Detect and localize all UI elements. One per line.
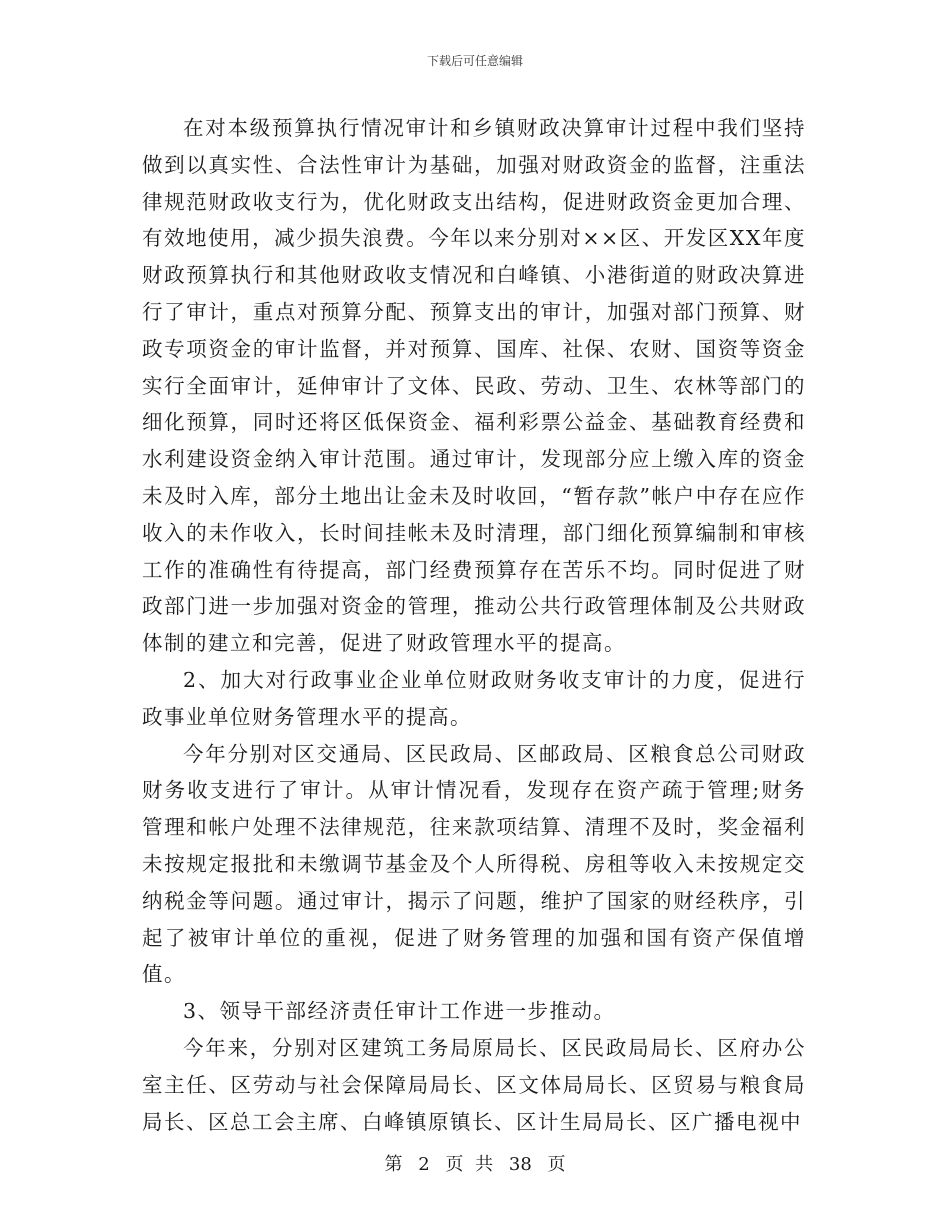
total-page-count: 38 <box>508 1154 532 1175</box>
body-text <box>142 110 806 1140</box>
footer-prefix: 第 <box>384 1154 403 1175</box>
current-page-number: 2 <box>418 1154 430 1175</box>
paragraph-finance-audit: 今年分别对区交通局、区民政局、区邮政局、区粮食总公司财政财务收支进行了审计。从审计情况看，发现存在资产疏于管理;财务管理和帐户处理不法律规范，往来款项结算、清理不及时，奖金福利未按规定报批和未缴调节基金及个人所得税、房租等收入未按规定交纳税金等问题。通过审计，揭示了问题，维护了国家的财经秩序，引起了被审计单位的重视，促进了财务管理的加强和国有资产保值增值。 <box>142 741 806 987</box>
paragraph-heading-3: 3、领导干部经济责任审计工作进一步推动。 <box>183 999 616 1024</box>
footer-suffix: 页 <box>547 1154 566 1175</box>
page-footer <box>0 1153 950 1177</box>
footer-middle: 页 共 <box>445 1154 494 1175</box>
paragraph-heading-2: 2、加大对行政事业企业单位财政财务收支审计的力度，促进行政事业单位财务管理水平的提高。 <box>142 667 806 729</box>
paragraph-budget-audit: 在对本级预算执行情况审计和乡镇财政决算审计过程中我们坚持做到以真实性、合法性审计为基础，加强对财政资金的监督，注重法律规范财政收支行为，优化财政支出结构，促进财政资金更加合理、有效地使用，减少损失浪费。今年以来分别对××区、开发区XX年度财政预算执行和其他财政收支情况和白峰镇、小港街道的财政决算进行了审计，重点对预算分配、预算支出的审计，加强对部门预算、财政专项资金的审计监督，并对预算、国库、社保、农财、国资等资金实行全面审计，延伸审计了文体、民政、劳动、卫生、农林等部门的细化预算，同时还将区低保资金、福利彩票公益金、基础教育经费和水利建设资金纳入审计范围。通过审计，发现部分应上缴入库的资金未及时入库，部分土地出让金未及时收回，“暂存款”帐户中存在应作收入的未作收入，长时间挂帐未及时清理，部门细化预算编制和审核工作的准确性有待提高，部门经费预算存在苦乐不均。同时促进了财政部门进一步加强对资金的管理，推动公共行政管理体制及公共财政体制的建立和完善，促进了财政管理水平的提高。 <box>142 116 806 656</box>
paragraph-leader-audit: 今年来，分别对区建筑工务局原局长、区民政局局长、区府办公室主任、区劳动与社会保障局局长、区文体局局长、区贸易与粮食局局长、区总工会主席、白峰镇原镇长、区计生局局长、区广播电视中 <box>142 1035 806 1134</box>
page-header: 下载后可任意编辑 <box>426 54 523 68</box>
